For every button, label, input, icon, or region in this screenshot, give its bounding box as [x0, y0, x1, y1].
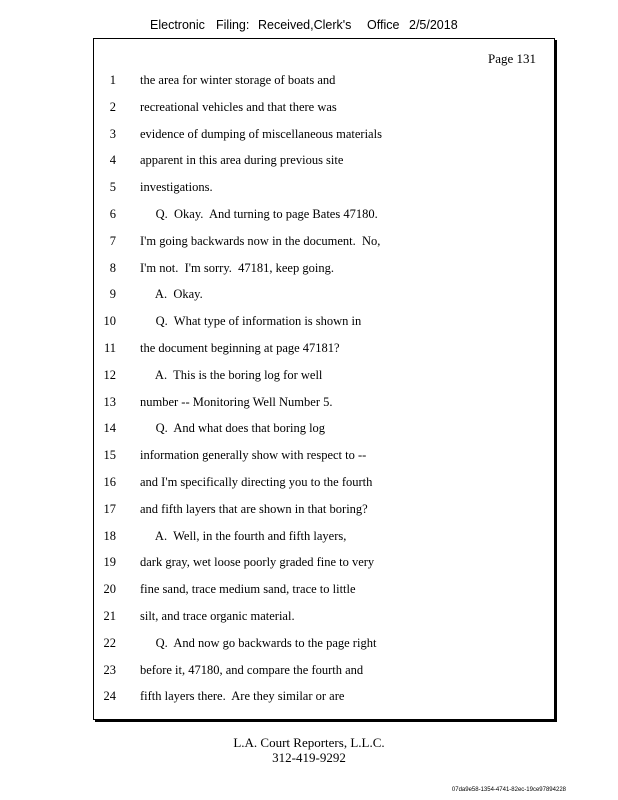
line-text: recreational vehicles and that there was	[140, 99, 337, 114]
line-text: fine sand, trace medium sand, trace to little	[140, 582, 356, 597]
transcript-line	[94, 448, 554, 468]
transcript-line	[94, 636, 554, 656]
transcript-line	[94, 689, 554, 709]
transcript-line	[94, 341, 554, 361]
line-text: I'm not. I'm sorry. 47181, keep going.	[140, 260, 334, 275]
line-text: and fifth layers that are shown in that boring?	[140, 501, 368, 516]
line-text: apparent in this area during previous site	[140, 153, 344, 168]
header-received: Received,Clerk's	[258, 18, 352, 32]
transcript-line	[94, 609, 554, 629]
line-number: 7	[109, 233, 116, 248]
header-filing: Filing:	[216, 18, 250, 32]
transcript-line	[94, 234, 554, 254]
line-number: 12	[103, 367, 116, 382]
line-text: information generally show with respect to --	[140, 448, 367, 463]
line-text: evidence of dumping of miscellaneous materials	[140, 126, 382, 141]
line-number: 19	[103, 555, 116, 570]
transcript-line	[94, 663, 554, 683]
line-text: and I'm specifically directing you to the fourth	[140, 475, 373, 489]
line-number: 11	[103, 341, 116, 355]
line-text: silt, and trace organic material.	[140, 609, 295, 623]
header-office: Office	[367, 18, 400, 32]
transcript-line	[94, 287, 554, 307]
line-text: Q. What type of information is shown in	[140, 314, 362, 329]
line-number: 2	[109, 99, 116, 114]
transcript-page	[93, 38, 555, 720]
page-number: Page 131	[487, 51, 536, 66]
line-number: 18	[103, 528, 116, 543]
line-text: Q. Okay. And turning to page Bates 47180.	[140, 207, 378, 221]
transcript-line	[94, 368, 554, 388]
transcript-line	[94, 529, 554, 549]
transcript-line	[94, 127, 554, 147]
line-number: 17	[103, 501, 116, 516]
line-number: 24	[103, 689, 116, 704]
header-date: 2/5/2018	[409, 18, 458, 32]
transcript-line	[94, 475, 554, 495]
filing-header	[0, 18, 618, 36]
line-number: 21	[103, 609, 116, 623]
line-number: 3	[109, 126, 116, 141]
line-number: 15	[103, 448, 116, 463]
line-number: 9	[109, 287, 116, 302]
line-number: 8	[109, 260, 116, 275]
line-text: Q. And now go backwards to the page right	[140, 635, 377, 650]
line-text: investigations.	[140, 180, 213, 195]
transcript-line	[94, 582, 554, 602]
transcript-line	[94, 555, 554, 575]
transcript-line	[94, 207, 554, 227]
line-number: 6	[109, 207, 116, 221]
transcript-line	[94, 73, 554, 93]
line-text: fifth layers there. Are they similar or are	[140, 689, 345, 704]
line-number: 20	[103, 582, 116, 597]
line-number: 16	[103, 475, 116, 489]
transcript-line	[94, 261, 554, 281]
transcript-line	[94, 314, 554, 334]
line-number: 13	[103, 394, 116, 409]
footer-company: L.A. Court Reporters, L.L.C.	[233, 735, 385, 750]
line-number: 4	[109, 153, 116, 168]
transcript-line	[94, 100, 554, 120]
line-number: 14	[103, 421, 116, 436]
line-text: before it, 47180, and compare the fourth and	[140, 662, 364, 677]
footer-phone: 312-419-9292	[272, 750, 346, 765]
line-text: the document beginning at page 47181?	[140, 341, 340, 355]
line-number: 23	[103, 662, 116, 677]
line-number: 5	[109, 180, 116, 195]
line-text: Q. And what does that boring log	[140, 421, 326, 436]
document-hash: 07da9e58-1354-4741-82ec-19ce97894228	[451, 787, 566, 793]
line-text: dark gray, wet loose poorly graded fine to very	[140, 555, 375, 570]
line-text: A. Okay.	[140, 287, 203, 302]
transcript-line	[94, 153, 554, 173]
line-text: A. Well, in the fourth and fifth layers,	[140, 528, 347, 543]
header-electronic: Electronic	[150, 18, 205, 32]
transcript-line	[94, 395, 554, 415]
line-text: A. This is the boring log for well	[140, 367, 323, 382]
line-number: 22	[103, 635, 116, 650]
transcript-line	[94, 502, 554, 522]
line-text: number -- Monitoring Well Number 5.	[140, 394, 333, 409]
line-text: the area for winter storage of boats and	[140, 73, 336, 87]
transcript-line	[94, 180, 554, 200]
line-number: 1	[109, 73, 116, 87]
transcript-line	[94, 421, 554, 441]
line-number: 10	[103, 314, 116, 329]
line-text: I'm going backwards now in the document. No,	[140, 233, 381, 248]
